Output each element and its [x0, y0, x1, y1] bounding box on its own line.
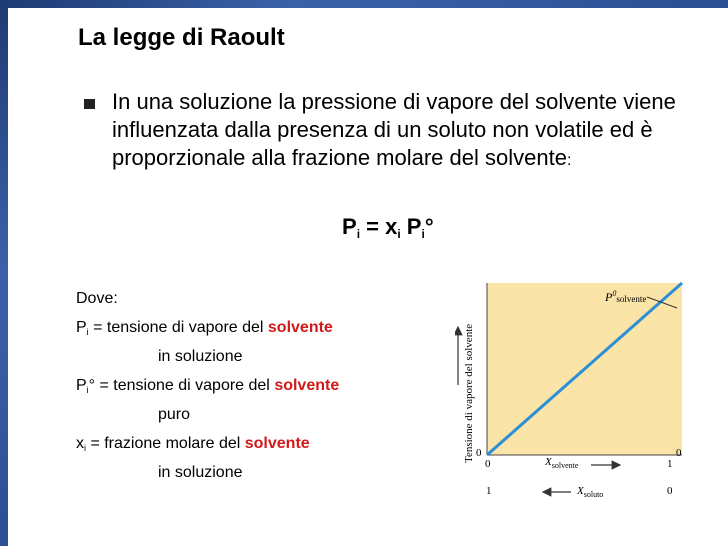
legend-pi0-text: ° = tensione di vapore del [88, 377, 275, 394]
y-axis-label: Tensione di vapore del solvente [463, 323, 475, 463]
legend-pi0-sub: i [86, 385, 89, 395]
formula-x-sub: i [397, 227, 401, 241]
legend-pi0-accent: solvente [274, 377, 340, 394]
square-bullet-icon [84, 99, 95, 109]
legend-dove: Dove: [76, 290, 118, 307]
tick-soluto-right: 0 [667, 485, 673, 497]
annotation-label: $P^0_{solvente}$ [605, 289, 647, 304]
legend-xi-cont: in soluzione [158, 464, 243, 481]
legend-pi-accent: solvente [267, 319, 333, 336]
formula-p: P [342, 214, 357, 239]
legend-pi0-cont: puro [158, 406, 191, 423]
tick-y-right: 0 [676, 447, 682, 459]
raoult-chart [455, 275, 695, 505]
legend-xi-text: = frazione molare del [86, 435, 245, 452]
legend-xi-symbol: x [76, 435, 84, 452]
tick-x-left: 0 [485, 458, 491, 470]
symbol-legend [76, 284, 339, 487]
formula-degree: ° [424, 214, 434, 239]
slide-left-border [0, 0, 8, 546]
slide-title: La legge di Raoult [78, 24, 285, 51]
legend-row-xi [76, 429, 339, 458]
tick-y-origin: 0 [476, 447, 482, 459]
tick-soluto-left: 1 [486, 485, 492, 497]
formula-p2: P [400, 214, 422, 239]
bullet-paragraph [112, 88, 682, 175]
bullet-colon: : [566, 152, 572, 169]
legend-pi-sub: i [86, 327, 89, 337]
x-bottom-label: $X_{soluto}$ [577, 485, 604, 499]
tick-x-right: 1 [667, 458, 673, 470]
legend-pi-symbol: P [76, 319, 87, 336]
legend-row-pi [76, 313, 339, 342]
formula-eq: = x [360, 214, 398, 239]
legend-pi0-symbol: P [76, 377, 87, 394]
raoult-formula [342, 214, 434, 241]
legend-xi-sub: i [84, 443, 86, 453]
x-top-label: $X_{solvente}$ [545, 456, 579, 470]
legend-row-pi0 [76, 371, 339, 400]
formula-p-sub: i [356, 227, 361, 241]
legend-pi-cont: in soluzione [158, 348, 243, 365]
legend-pi-text: = tensione di vapore del [88, 319, 268, 336]
legend-xi-accent: solvente [244, 435, 310, 452]
bullet-text: In una soluzione la pressione di vapore del solvente viene influenzata dalla presenza di un soluto non volatile ed è proporzionale alla frazione molare del solvente [112, 89, 676, 170]
formula-p2-sub: i [421, 227, 425, 241]
slide-top-border [0, 0, 728, 8]
